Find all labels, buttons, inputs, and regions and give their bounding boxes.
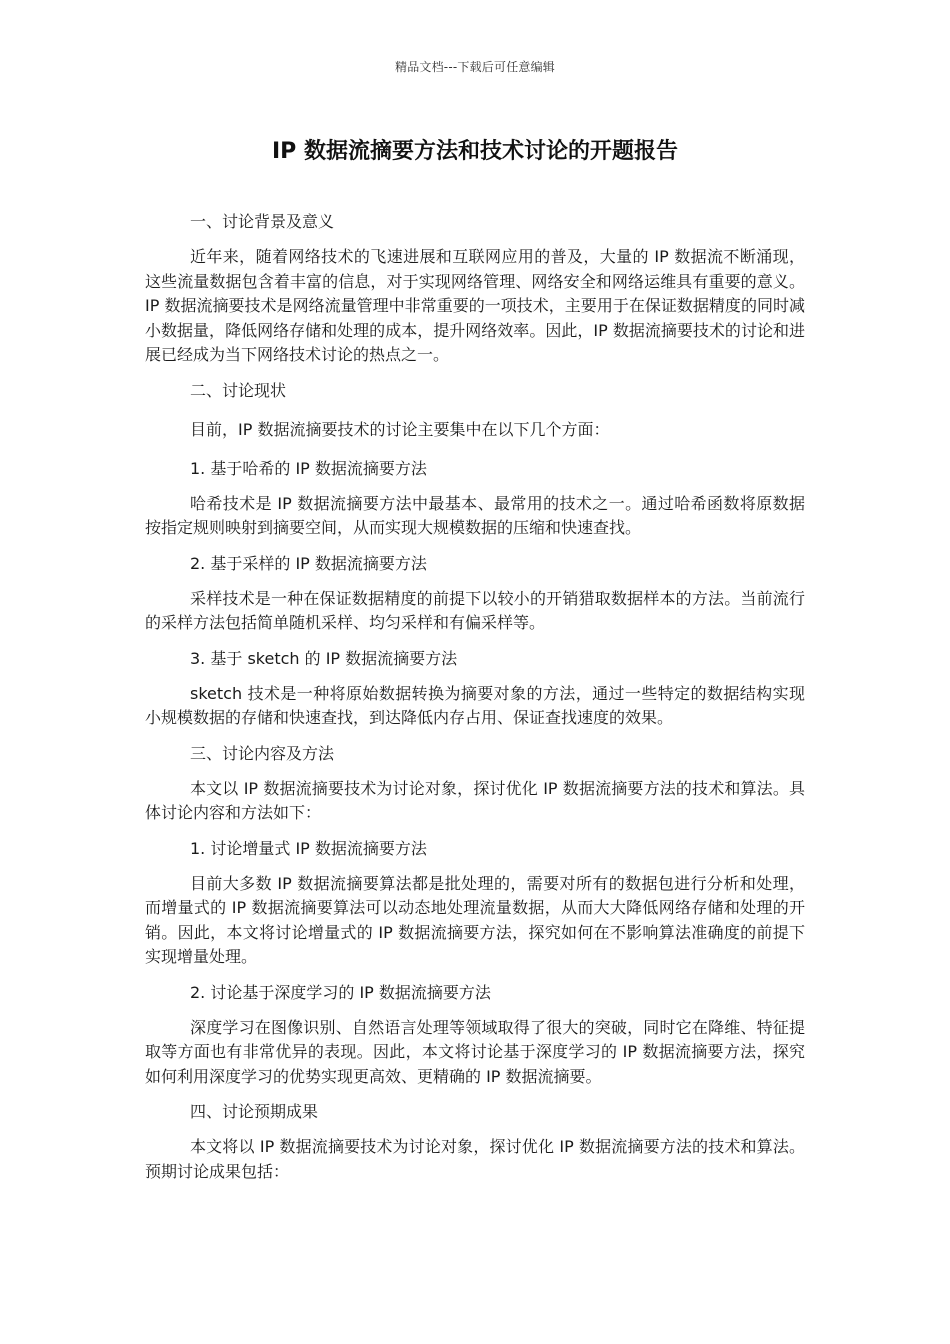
paragraph-status-intro: 目前，IP 数据流摘要技术的讨论主要集中在以下几个方面： <box>190 419 610 439</box>
subheading-sampling-method: 2. 基于采样的 IP 数据流摘要方法 <box>190 553 427 573</box>
subheading-deep-learning-method: 2. 讨论基于深度学习的 IP 数据流摘要方法 <box>190 982 491 1002</box>
paragraph-sampling-method: 采样技术是一种在保证数据精度的前提下以较小的开销猎取数据样本的方法。当前流行的采样方法包括简单随机采样、均匀采样和有偏采样等。 <box>145 588 805 632</box>
paragraph-deep-learning-method: 深度学习在图像识别、自然语言处理等领域取得了很大的突破，同时它在降维、特征提取等方面也有非常优异的表现。因此，本文将讨论基于深度学习的 IP 数据流摘要方法，探究如何利用深度学习的优势实现更高效、更精确的 IP 数据流摘要。 <box>145 1017 805 1086</box>
document-title: IP 数据流摘要方法和技术讨论的开题报告 <box>272 139 678 164</box>
paragraph-incremental-method: 目前大多数 IP 数据流摘要算法都是批处理的，需要对所有的数据包进行分析和处理，而增量式的 IP 数据流摘要算法可以动态地处理流量数据，从而大大降低网络存储和处理的开销。因此，本文将讨论增量式的 IP 数据流摘要方法，探究如何在不影响算法准确度的前提下实现增量处理。 <box>145 873 805 966</box>
subheading-hash-method: 1. 基于哈希的 IP 数据流摘要方法 <box>190 458 427 478</box>
section-heading-background: 一、讨论背景及意义 <box>190 212 335 231</box>
paragraph-background: 近年来，随着网络技术的飞速进展和互联网应用的普及，大量的 IP 数据流不断涌现，这些流量数据包含着丰富的信息，对于实现网络管理、网络安全和网络运维具有重要的意义。IP 数据流摘要技术是网络流量管理中非常重要的一项技术，主要用于在保证数据精度的同时减小数据量，降低网络存储和处理的成本，提升网络效率。因此，IP 数据流摘要技术的讨论和进展已经成为当下网络技术讨论的热点之一。 <box>145 247 805 364</box>
subheading-sketch-method: 3. 基于 sketch 的 IP 数据流摘要方法 <box>190 648 458 668</box>
subheading-incremental-method: 1. 讨论增量式 IP 数据流摘要方法 <box>190 838 427 858</box>
document-body <box>145 206 805 1191</box>
paragraph-content-methods: 本文以 IP 数据流摘要技术为讨论对象，探讨优化 IP 数据流摘要方法的技术和算法。具体讨论内容和方法如下： <box>145 778 805 822</box>
paragraph-sketch-method: sketch 技术是一种将原始数据转换为摘要对象的方法，通过一些特定的数据结构实现小规模数据的存储和快速查找，到达降低内存占用、保证查找速度的效果。 <box>145 683 805 727</box>
section-heading-status: 二、讨论现状 <box>190 380 287 400</box>
section-heading-content-methods: 三、讨论内容及方法 <box>190 743 335 763</box>
page-header-note: 精品文档---下载后可任意编辑 <box>395 60 555 74</box>
section-heading-expected-results: 四、讨论预期成果 <box>190 1102 319 1121</box>
paragraph-expected-results: 本文将以 IP 数据流摘要技术为讨论对象，探讨优化 IP 数据流摘要方法的技术和算法。预期讨论成果包括： <box>145 1137 805 1181</box>
paragraph-hash-method: 哈希技术是 IP 数据流摘要方法中最基本、最常用的技术之一。通过哈希函数将原数据按指定规则映射到摘要空间，从而实现大规模数据的压缩和快速查找。 <box>145 493 805 537</box>
